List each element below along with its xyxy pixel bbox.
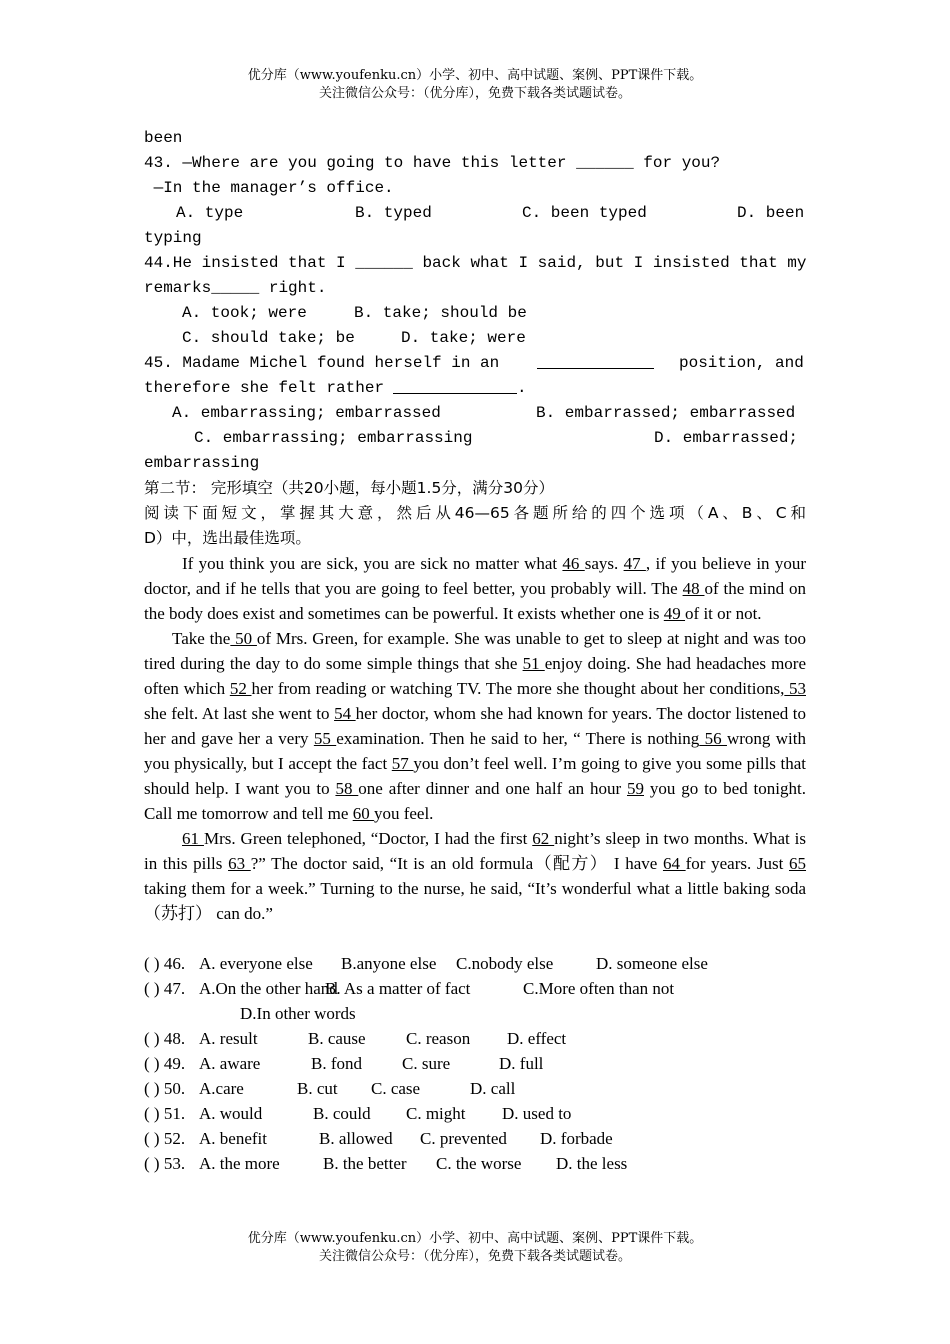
section-header: [144, 476, 806, 551]
passage-text: , if you believe in your doctor, and if he tells that you are going to feel better, you probably will. The: [144, 554, 807, 598]
option-d[interactable]: D. the less: [556, 1154, 628, 1173]
passage-paragraph-3: [144, 826, 806, 926]
option-c[interactable]: C. might: [406, 1104, 466, 1123]
q45-option-d[interactable]: D. embarrassed;: [654, 429, 799, 447]
choice-row: [144, 951, 806, 976]
passage-text: one after dinner and one half an hour: [358, 779, 627, 798]
passage-text: enjoy doing. She had headaches more often which: [144, 654, 807, 698]
cloze-blank: 55: [313, 729, 337, 748]
option-c[interactable]: C. reason: [406, 1029, 471, 1048]
page-footer: [0, 1230, 950, 1266]
choice-row: [144, 1051, 806, 1076]
q45-option-b[interactable]: B. embarrassed; embarrassed: [536, 404, 796, 422]
passage-paragraph-2: [144, 626, 806, 826]
cloze-blank: 57: [391, 754, 414, 773]
q43-option-a[interactable]: A. type: [176, 204, 244, 222]
section-instruction-2: D）中，选出最佳选项。: [144, 529, 311, 547]
q44-option-a[interactable]: A. took; were: [182, 304, 307, 322]
option-a[interactable]: A. would: [199, 1104, 263, 1123]
option-c[interactable]: C. prevented: [420, 1129, 507, 1148]
cloze-blank: 56: [699, 729, 727, 748]
q43-option-d-cont: typing: [144, 229, 202, 247]
choice-row: [144, 976, 806, 1001]
question-number: ( ) 53.: [144, 1154, 186, 1173]
question-number: ( ) 51.: [144, 1104, 186, 1123]
option-b[interactable]: B. As a matter of fact: [325, 979, 471, 998]
option-b[interactable]: B. fond: [311, 1054, 362, 1073]
q43-option-b[interactable]: B. typed: [355, 204, 432, 222]
choice-row: [144, 1026, 806, 1051]
q43-reply: —In the manager’s office.: [144, 179, 394, 197]
page-header: [0, 67, 950, 103]
passage-paragraph-1: [144, 551, 806, 626]
header-line-1: 优分库（www.youfenku.cn）小学、初中、高中试题、案例、PPT课件下载。: [247, 68, 703, 83]
q43-stem: 43. —Where are you going to have this letter ______ for you?: [144, 154, 721, 172]
q44-option-d[interactable]: D. take; were: [401, 329, 526, 347]
option-c[interactable]: C. the worse: [436, 1154, 522, 1173]
header-line-2: 关注微信公众号：（优分库），免费下载各类试题试卷。: [318, 86, 631, 101]
question-number: ( ) 47.: [144, 979, 186, 998]
passage-text: If you think you are sick, you are sick no matter what: [182, 554, 563, 573]
option-a[interactable]: A. the more: [199, 1154, 280, 1173]
q45-option-d-cont: embarrassing: [144, 454, 260, 472]
cloze-passage: [144, 551, 806, 1176]
option-a[interactable]: A.On the other hand: [199, 979, 338, 998]
cloze-blank: 50: [230, 629, 257, 648]
q45-options-1: [144, 401, 806, 426]
passage-text: you don’t feel well. I’m going to give you some pills that should help. I want you to: [144, 754, 807, 798]
passage-text: she felt. At last she went to: [144, 704, 335, 723]
question-number: ( ) 52.: [144, 1129, 186, 1148]
option-c[interactable]: C. sure: [402, 1054, 451, 1073]
cloze-blank: 63: [228, 854, 251, 873]
option-a[interactable]: A. everyone else: [199, 954, 313, 973]
passage-text: night’s sleep in two months. What is in this pills: [144, 829, 806, 873]
option-c[interactable]: C.More often than not: [523, 979, 675, 998]
cloze-blank: 47: [623, 554, 646, 573]
q45-stem-2: therefore she felt rather .: [144, 376, 806, 401]
section-instruction-1: 阅读下面短文，掌握其大意，然后从46—65各题所给的四个选项（A、B、C和: [144, 504, 806, 522]
option-d[interactable]: D. used to: [502, 1104, 572, 1123]
passage-text: taking them for a week.” Turning to the nurse, he said, “It’s wonderful what a little baking soda（苏打） can do.”: [144, 879, 806, 923]
passage-text: of the mind on the body does exist and sometimes can be powerful. It exists whether one is: [144, 579, 806, 623]
choice-row: [144, 1151, 806, 1176]
q45-option-c[interactable]: C. embarrassing; embarrassing: [194, 429, 473, 447]
q45-blank-2: [393, 376, 517, 394]
option-a[interactable]: A. result: [199, 1029, 258, 1048]
footer-line-2: 关注微信公众号：（优分库），免费下载各类试题试卷。: [318, 1249, 631, 1264]
cloze-blank: 65: [789, 854, 807, 873]
passage-text: ?” The doctor said, “It is an old formula（配方） I have: [250, 854, 663, 873]
option-b[interactable]: B. cut: [297, 1079, 338, 1098]
passage-text: wrong with you physically, but I accept the fact: [144, 729, 806, 773]
cloze-blank: 61: [182, 829, 204, 848]
option-d[interactable]: D. effect: [507, 1029, 567, 1048]
exam-content: [144, 126, 806, 1176]
q44-options-1: [144, 301, 806, 326]
option-d[interactable]: D. forbade: [540, 1129, 613, 1148]
option-c[interactable]: C. case: [371, 1079, 421, 1098]
option-b[interactable]: B. cause: [308, 1029, 366, 1048]
cloze-blank: 58: [335, 779, 359, 798]
passage-text: you feel.: [373, 804, 434, 823]
passage-text: you go to bed tonight. Call me tomorrow and tell me: [144, 779, 806, 823]
cloze-blank: 59: [627, 779, 644, 798]
q44-options-2: [144, 326, 806, 351]
q44-option-b[interactable]: B. take; should be: [354, 304, 527, 322]
q45-blank-1: [537, 351, 654, 369]
question-number: ( ) 48.: [144, 1029, 186, 1048]
choice-list: [144, 951, 806, 1176]
cloze-blank: 53: [784, 679, 806, 698]
question-number: ( ) 49.: [144, 1054, 186, 1073]
cloze-blank: 48: [682, 579, 705, 598]
cloze-blank: 52: [229, 679, 252, 698]
cloze-blank: 49: [663, 604, 686, 623]
blank-line: [144, 926, 806, 951]
option-b[interactable]: B. allowed: [319, 1129, 393, 1148]
footer-line-1: 优分库（www.youfenku.cn）小学、初中、高中试题、案例、PPT课件下载。: [247, 1231, 703, 1246]
passage-text: her from reading or watching TV. The more she thought about her conditions,: [251, 679, 785, 698]
q43-option-c[interactable]: C. been typed: [522, 204, 647, 222]
option-d[interactable]: D. full: [499, 1054, 544, 1073]
option-a[interactable]: A.care: [199, 1079, 244, 1098]
q45-stem-1: 45. Madame Michel found herself in an position, and: [144, 351, 806, 376]
cloze-blank: 46: [562, 554, 585, 573]
q44-stem-1: 44.He insisted that I ______ back what I said, but I insisted that my: [144, 254, 807, 272]
cloze-blank: 60: [352, 804, 374, 823]
question-number: ( ) 46.: [144, 954, 186, 973]
choice-row: [144, 1101, 806, 1126]
q45-option-a[interactable]: A. embarrassing; embarrassed: [172, 404, 441, 422]
option-d[interactable]: D. call: [470, 1079, 516, 1098]
option-d[interactable]: D.In other words: [240, 1004, 356, 1023]
choice-row-cont: [144, 1001, 806, 1026]
passage-text: Mrs. Green telephoned, “Doctor, I had the first: [203, 829, 533, 848]
option-d[interactable]: D. someone else: [596, 954, 708, 973]
passage-text: of it or not.: [685, 604, 762, 623]
passage-text: of Mrs. Green, for example. She was unable to get to sleep at night and was too tired during the day to do some simple things that she: [144, 629, 807, 673]
option-b[interactable]: B.anyone else: [341, 954, 437, 973]
option-b[interactable]: B. could: [313, 1104, 371, 1123]
option-a[interactable]: A. aware: [199, 1054, 261, 1073]
passage-text: for years. Just: [685, 854, 790, 873]
q42-tail: been: [144, 129, 183, 147]
q45-options-2: [144, 426, 806, 451]
option-c[interactable]: C.nobody else: [456, 954, 554, 973]
passage-text: her doctor, whom she had known for years. The doctor listened to her and gave her a very: [144, 704, 807, 748]
passage-text: examination. Then he said to her, “ There is nothing: [336, 729, 700, 748]
section-title: 第二节： 完形填空（共20小题，每小题1.5分，满分30分）: [144, 479, 555, 497]
q43-option-d[interactable]: D. been: [737, 204, 805, 222]
cloze-blank: 51: [522, 654, 545, 673]
choice-row: [144, 1126, 806, 1151]
passage-text: says.: [584, 554, 624, 573]
q44-option-c[interactable]: C. should take; be: [182, 329, 355, 347]
cloze-blank: 62: [532, 829, 555, 848]
q44-stem-2: remarks_____ right.: [144, 279, 327, 297]
passage-text: Take the: [172, 629, 231, 648]
cloze-blank: 54: [334, 704, 356, 723]
grammar-questions: [144, 126, 806, 476]
q43-options: [144, 201, 806, 226]
question-number: ( ) 50.: [144, 1079, 186, 1098]
option-a[interactable]: A. benefit: [199, 1129, 267, 1148]
cloze-blank: 64: [662, 854, 686, 873]
choice-row: [144, 1076, 806, 1101]
option-b[interactable]: B. the better: [323, 1154, 407, 1173]
